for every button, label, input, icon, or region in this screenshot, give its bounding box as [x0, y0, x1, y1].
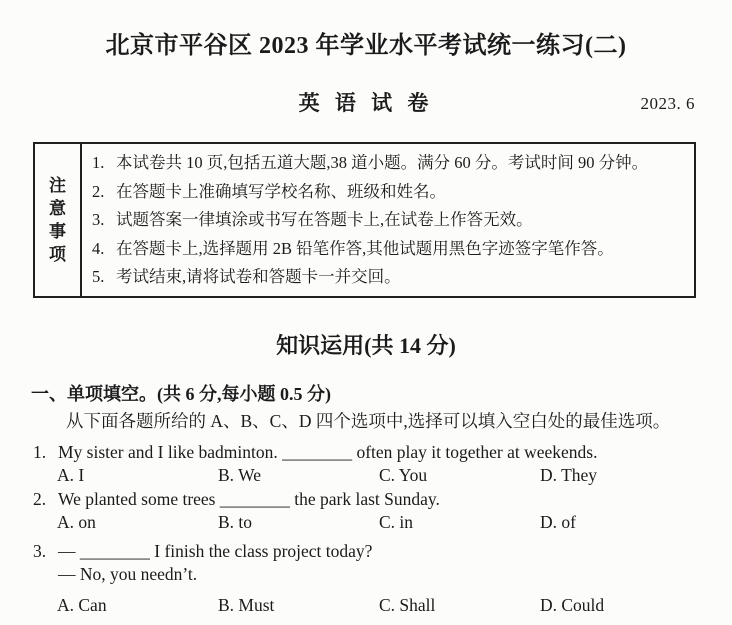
notice-label-cell [35, 144, 82, 296]
question-list [33, 441, 732, 618]
option-a: A. I [57, 465, 85, 485]
notice-item [92, 178, 690, 207]
option-d: D. of [540, 512, 576, 532]
option-c: C. You [379, 465, 428, 485]
notice-item-number: 2. [92, 181, 105, 201]
subject-title: 英 语 试 卷 [298, 91, 434, 115]
option-b: B. We [218, 465, 261, 485]
section-title: 知识运用(共 14 分) [276, 332, 456, 358]
notice-box [33, 142, 696, 298]
notice-item-number: 1. [92, 153, 105, 172]
subject-row [0, 90, 732, 116]
question-stem-text: We planted some trees ________ the park last Sunday. [58, 488, 440, 509]
question-stem-line2 [33, 563, 732, 587]
option-c: C. in [379, 512, 414, 532]
option-b: B. to [218, 512, 253, 532]
option-row [57, 511, 732, 535]
option-c: C. Shall [379, 594, 436, 615]
question-stem [33, 488, 732, 512]
notice-item-list [82, 144, 694, 296]
notice-item-text: 在答题卡上准确填写学校名称、班级和姓名。 [116, 181, 446, 201]
notice-item-text: 在答题卡上,选择题用 2B 铅笔作答,其他试题用黑色字迹签字笔作答。 [116, 238, 614, 258]
question-2 [33, 488, 732, 535]
question-stem-text: My sister and I like badminton. ________ often play it together at weekends. [58, 441, 598, 462]
option-row [57, 594, 732, 618]
option-a: A. on [57, 512, 96, 532]
notice-label: 注意事项 [49, 175, 66, 264]
question-number: 2. [33, 488, 47, 509]
question-3 [33, 540, 732, 618]
option-d: D. They [540, 465, 598, 485]
question-stem [33, 540, 732, 564]
exam-date: 2023. 6 [640, 94, 695, 113]
notice-item [92, 263, 690, 292]
option-a: A. Can [57, 594, 107, 615]
question-stem-text: — ________ I finish the class project today? [58, 540, 373, 561]
question-stem-text: — No, you needn’t. [58, 564, 198, 584]
question-1 [33, 441, 732, 488]
notice-item [92, 149, 690, 178]
question-stem [33, 441, 732, 465]
option-d: D. Could [540, 594, 605, 615]
notice-item-number: 3. [92, 210, 105, 229]
page-title: 北京市平谷区 2023 年学业水平考试统一练习(二) [105, 33, 627, 59]
option-b: B. Must [218, 594, 275, 615]
notice-item [92, 235, 690, 264]
notice-item-number: 5. [92, 267, 105, 286]
part-one-instruction: 从下面各题所给的 A、B、C、D 四个选项中,选择可以填入空白处的最佳选项。 [66, 410, 671, 431]
notice-item-text: 考试结束,请将试卷和答题卡一并交回。 [116, 267, 401, 286]
question-number: 3. [33, 540, 47, 561]
notice-item-text: 试题答案一律填涂或书写在答题卡上,在试卷上作答无效。 [116, 210, 533, 229]
notice-item [92, 206, 690, 235]
part-one-heading: 一、单项填空。(共 6 分,每小题 0.5 分) [31, 383, 331, 404]
notice-item-number: 4. [92, 238, 105, 258]
question-number: 1. [33, 441, 47, 462]
notice-item-text: 本试卷共 10 页,包括五道大题,38 道小题。满分 60 分。考试时间 90 分钟。 [116, 153, 649, 172]
option-row [57, 464, 732, 488]
